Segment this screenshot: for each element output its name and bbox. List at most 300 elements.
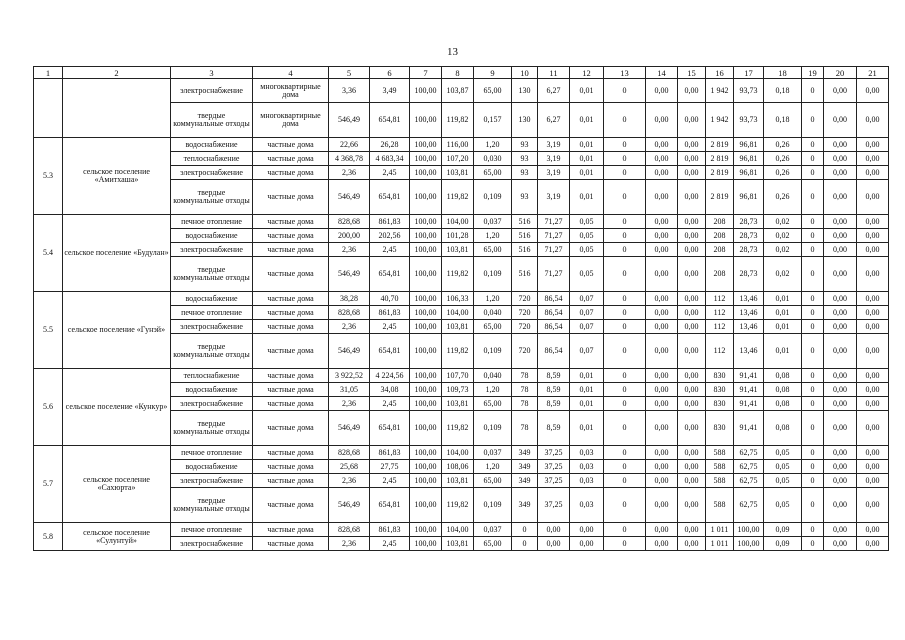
service-cell: электроснабжение [171, 166, 253, 180]
column-number-header: 6 [370, 67, 410, 79]
value-cell: 0,00 [678, 138, 706, 152]
value-cell: 2,45 [370, 397, 410, 411]
value-cell: 0 [604, 180, 646, 215]
value-cell: 109,73 [442, 383, 474, 397]
value-cell: 2 819 [706, 138, 734, 152]
value-cell: 654,81 [370, 180, 410, 215]
value-cell: 0 [802, 292, 824, 306]
value-cell: 0 [802, 334, 824, 369]
value-cell: 0 [604, 306, 646, 320]
value-cell: 0,03 [570, 488, 604, 523]
settlement-name [63, 79, 171, 138]
value-cell: 104,00 [442, 306, 474, 320]
value-cell: 0,07 [570, 320, 604, 334]
value-cell: 103,87 [442, 79, 474, 103]
column-number-header: 4 [253, 67, 329, 79]
value-cell: 0,00 [824, 79, 857, 103]
column-number-header: 17 [734, 67, 764, 79]
value-cell: 0,01 [764, 306, 802, 320]
value-cell: 100,00 [410, 537, 442, 551]
column-number-header: 10 [512, 67, 538, 79]
value-cell: 112 [706, 292, 734, 306]
value-cell: 8,59 [538, 397, 570, 411]
settlement-name: сельское поселение «Сахюрта» [63, 446, 171, 523]
column-number-header: 1 [34, 67, 63, 79]
value-cell: 1,20 [474, 460, 512, 474]
value-cell: 93,73 [734, 79, 764, 103]
value-cell: 65,00 [474, 79, 512, 103]
value-cell: 0 [604, 446, 646, 460]
value-cell: 0,00 [646, 243, 678, 257]
value-cell: 0,00 [824, 369, 857, 383]
value-cell: 0,00 [824, 138, 857, 152]
column-number-header: 8 [442, 67, 474, 79]
value-cell: 546,49 [329, 411, 370, 446]
value-cell: 40,70 [370, 292, 410, 306]
settlement-number: 5.5 [34, 292, 63, 369]
service-cell: электроснабжение [171, 397, 253, 411]
value-cell: 100,00 [410, 488, 442, 523]
value-cell: 100,00 [410, 411, 442, 446]
value-cell: 0 [802, 257, 824, 292]
column-number-header: 11 [538, 67, 570, 79]
value-cell: 349 [512, 446, 538, 460]
settlement-name: сельское поселение «Кункур» [63, 369, 171, 446]
value-cell: 588 [706, 474, 734, 488]
value-cell: 0 [604, 537, 646, 551]
value-cell: 828,68 [329, 446, 370, 460]
value-cell: 0,18 [764, 79, 802, 103]
value-cell: 720 [512, 320, 538, 334]
column-number-header: 5 [329, 67, 370, 79]
value-cell: 0,05 [570, 257, 604, 292]
value-cell: 0 [802, 537, 824, 551]
value-cell: 0,00 [824, 243, 857, 257]
value-cell: 100,00 [410, 215, 442, 229]
value-cell: 1 942 [706, 79, 734, 103]
value-cell: 0,00 [646, 488, 678, 523]
value-cell: 0,00 [857, 257, 889, 292]
value-cell: 516 [512, 257, 538, 292]
value-cell: 3,19 [538, 152, 570, 166]
value-cell: 0,00 [857, 411, 889, 446]
value-cell: 100,00 [410, 460, 442, 474]
value-cell: 0,00 [678, 215, 706, 229]
value-cell: 0,00 [857, 152, 889, 166]
value-cell: 0,00 [678, 474, 706, 488]
header-row [34, 67, 889, 79]
value-cell: 0,00 [857, 383, 889, 397]
value-cell: 2 819 [706, 152, 734, 166]
value-cell: 0,00 [646, 79, 678, 103]
settlement-number: 5.8 [34, 523, 63, 551]
value-cell: 28,73 [734, 215, 764, 229]
service-cell: электроснабжение [171, 79, 253, 103]
value-cell: 0 [604, 488, 646, 523]
service-cell: электроснабжение [171, 243, 253, 257]
value-cell: 0 [802, 306, 824, 320]
value-cell: 0,00 [824, 103, 857, 138]
tariff-table [33, 66, 889, 551]
settlement-name: сельское поселение «Гунэй» [63, 292, 171, 369]
housing-type-cell: частные дома [253, 334, 329, 369]
value-cell: 0 [802, 369, 824, 383]
value-cell: 0,01 [570, 180, 604, 215]
value-cell: 2,45 [370, 243, 410, 257]
housing-type-cell: частные дома [253, 306, 329, 320]
value-cell: 0,09 [764, 523, 802, 537]
value-cell: 0,00 [646, 397, 678, 411]
value-cell: 0,00 [646, 292, 678, 306]
value-cell: 100,00 [410, 243, 442, 257]
value-cell: 0,08 [764, 383, 802, 397]
value-cell: 0 [802, 320, 824, 334]
value-cell: 71,27 [538, 229, 570, 243]
value-cell: 106,33 [442, 292, 474, 306]
value-cell: 0,00 [646, 138, 678, 152]
value-cell: 0,00 [570, 523, 604, 537]
value-cell: 0 [604, 397, 646, 411]
value-cell: 112 [706, 334, 734, 369]
value-cell: 0,00 [646, 257, 678, 292]
value-cell: 0 [802, 166, 824, 180]
value-cell: 100,00 [410, 369, 442, 383]
value-cell: 861,83 [370, 306, 410, 320]
value-cell: 100,00 [410, 180, 442, 215]
value-cell: 100,00 [410, 138, 442, 152]
value-cell: 0,00 [678, 320, 706, 334]
value-cell: 4 224,56 [370, 369, 410, 383]
value-cell: 0 [604, 166, 646, 180]
value-cell: 0 [604, 320, 646, 334]
value-cell: 0 [604, 334, 646, 369]
housing-type-cell: частные дома [253, 523, 329, 537]
value-cell: 96,81 [734, 138, 764, 152]
value-cell: 0,157 [474, 103, 512, 138]
housing-type-cell: частные дома [253, 215, 329, 229]
value-cell: 0,07 [570, 334, 604, 369]
value-cell: 78 [512, 411, 538, 446]
value-cell: 2,45 [370, 320, 410, 334]
settlement-name: сельское поселение «Сулунтуй» [63, 523, 171, 551]
housing-type-cell: частные дома [253, 537, 329, 551]
value-cell: 830 [706, 411, 734, 446]
value-cell: 0,08 [764, 369, 802, 383]
value-cell: 101,28 [442, 229, 474, 243]
value-cell: 4 368,78 [329, 152, 370, 166]
value-cell: 0,00 [824, 180, 857, 215]
value-cell: 0 [512, 523, 538, 537]
value-cell: 0,02 [764, 229, 802, 243]
value-cell: 0 [802, 411, 824, 446]
value-cell: 96,81 [734, 180, 764, 215]
value-cell: 119,82 [442, 103, 474, 138]
value-cell: 3,19 [538, 180, 570, 215]
service-cell: твердые коммунальные отходы [171, 180, 253, 215]
settlement-number: 5.7 [34, 446, 63, 523]
column-number-header: 20 [824, 67, 857, 79]
housing-type-cell: частные дома [253, 369, 329, 383]
value-cell: 91,41 [734, 369, 764, 383]
value-cell: 3,49 [370, 79, 410, 103]
housing-type-cell: частные дома [253, 166, 329, 180]
value-cell: 100,00 [410, 474, 442, 488]
value-cell: 0,109 [474, 334, 512, 369]
value-cell: 0,01 [570, 369, 604, 383]
column-number-header: 14 [646, 67, 678, 79]
value-cell: 13,46 [734, 306, 764, 320]
value-cell: 28,73 [734, 229, 764, 243]
value-cell: 93 [512, 180, 538, 215]
value-cell: 0,00 [678, 243, 706, 257]
value-cell: 0,03 [570, 446, 604, 460]
value-cell: 0,00 [824, 474, 857, 488]
value-cell: 588 [706, 460, 734, 474]
value-cell: 91,41 [734, 411, 764, 446]
value-cell: 0 [604, 103, 646, 138]
value-cell: 93 [512, 166, 538, 180]
value-cell: 0,00 [857, 166, 889, 180]
value-cell: 720 [512, 292, 538, 306]
value-cell: 2 819 [706, 180, 734, 215]
value-cell: 0,26 [764, 166, 802, 180]
value-cell: 0 [604, 474, 646, 488]
value-cell: 0 [802, 180, 824, 215]
housing-type-cell: частные дома [253, 474, 329, 488]
value-cell: 2,45 [370, 537, 410, 551]
value-cell: 0 [802, 446, 824, 460]
value-cell: 65,00 [474, 537, 512, 551]
service-cell: теплоснабжение [171, 369, 253, 383]
service-cell: электроснабжение [171, 537, 253, 551]
value-cell: 0,030 [474, 152, 512, 166]
value-cell: 104,00 [442, 523, 474, 537]
value-cell: 78 [512, 383, 538, 397]
value-cell: 112 [706, 320, 734, 334]
value-cell: 0,00 [857, 537, 889, 551]
value-cell: 71,27 [538, 257, 570, 292]
value-cell: 1,20 [474, 292, 512, 306]
value-cell: 0 [802, 79, 824, 103]
value-cell: 8,59 [538, 369, 570, 383]
service-cell: печное отопление [171, 446, 253, 460]
column-number-header: 7 [410, 67, 442, 79]
value-cell: 830 [706, 397, 734, 411]
value-cell: 0,00 [824, 537, 857, 551]
housing-type-cell: частные дома [253, 460, 329, 474]
value-cell: 0 [802, 138, 824, 152]
value-cell: 103,81 [442, 397, 474, 411]
value-cell: 0,00 [857, 397, 889, 411]
value-cell: 0 [604, 243, 646, 257]
value-cell: 2 819 [706, 166, 734, 180]
value-cell: 208 [706, 229, 734, 243]
value-cell: 0,00 [570, 537, 604, 551]
value-cell: 0,08 [764, 397, 802, 411]
value-cell: 31,05 [329, 383, 370, 397]
value-cell: 516 [512, 229, 538, 243]
value-cell: 65,00 [474, 397, 512, 411]
table-row [34, 138, 889, 152]
value-cell: 103,81 [442, 537, 474, 551]
value-cell: 8,59 [538, 383, 570, 397]
value-cell: 0,05 [570, 229, 604, 243]
value-cell: 34,08 [370, 383, 410, 397]
value-cell: 0 [802, 229, 824, 243]
value-cell: 37,25 [538, 474, 570, 488]
value-cell: 828,68 [329, 523, 370, 537]
value-cell: 0,05 [570, 243, 604, 257]
value-cell: 0 [802, 460, 824, 474]
housing-type-cell: частные дома [253, 243, 329, 257]
value-cell: 86,54 [538, 320, 570, 334]
value-cell: 0,037 [474, 523, 512, 537]
value-cell: 861,83 [370, 446, 410, 460]
value-cell: 119,82 [442, 257, 474, 292]
column-number-header: 12 [570, 67, 604, 79]
service-cell: твердые коммунальные отходы [171, 411, 253, 446]
service-cell: твердые коммунальные отходы [171, 103, 253, 138]
value-cell: 8,59 [538, 411, 570, 446]
value-cell: 0,00 [678, 152, 706, 166]
value-cell: 100,00 [410, 103, 442, 138]
value-cell: 28,73 [734, 257, 764, 292]
value-cell: 0,00 [824, 320, 857, 334]
value-cell: 0 [802, 383, 824, 397]
value-cell: 27,75 [370, 460, 410, 474]
value-cell: 62,75 [734, 446, 764, 460]
value-cell: 0,00 [678, 537, 706, 551]
value-cell: 0,00 [857, 460, 889, 474]
value-cell: 546,49 [329, 180, 370, 215]
column-number-header: 9 [474, 67, 512, 79]
value-cell: 0,040 [474, 306, 512, 320]
value-cell: 0,01 [570, 411, 604, 446]
service-cell: электроснабжение [171, 474, 253, 488]
table-row [34, 215, 889, 229]
value-cell: 0,00 [646, 369, 678, 383]
value-cell: 0,01 [570, 383, 604, 397]
value-cell: 103,81 [442, 474, 474, 488]
value-cell: 71,27 [538, 243, 570, 257]
value-cell: 104,00 [442, 446, 474, 460]
value-cell: 588 [706, 488, 734, 523]
value-cell: 0,00 [646, 103, 678, 138]
value-cell: 104,00 [442, 215, 474, 229]
value-cell: 0,01 [764, 320, 802, 334]
value-cell: 0,00 [824, 523, 857, 537]
value-cell: 100,00 [410, 397, 442, 411]
value-cell: 830 [706, 369, 734, 383]
value-cell: 516 [512, 243, 538, 257]
value-cell: 654,81 [370, 488, 410, 523]
table-row [34, 292, 889, 306]
housing-type-cell: частные дома [253, 292, 329, 306]
value-cell: 37,25 [538, 488, 570, 523]
service-cell: водоснабжение [171, 138, 253, 152]
value-cell: 119,82 [442, 334, 474, 369]
value-cell: 0,00 [857, 320, 889, 334]
settlement-number: 5.4 [34, 215, 63, 292]
value-cell: 103,81 [442, 320, 474, 334]
value-cell: 0,00 [678, 383, 706, 397]
value-cell: 3,19 [538, 166, 570, 180]
value-cell: 861,83 [370, 215, 410, 229]
value-cell: 62,75 [734, 460, 764, 474]
value-cell: 78 [512, 397, 538, 411]
value-cell: 116,00 [442, 138, 474, 152]
value-cell: 0,00 [678, 306, 706, 320]
value-cell: 96,81 [734, 152, 764, 166]
value-cell: 0,109 [474, 257, 512, 292]
value-cell: 0 [802, 474, 824, 488]
service-cell: твердые коммунальные отходы [171, 257, 253, 292]
value-cell: 0,00 [857, 103, 889, 138]
value-cell: 0 [802, 488, 824, 523]
value-cell: 3,36 [329, 79, 370, 103]
service-cell: водоснабжение [171, 229, 253, 243]
value-cell: 86,54 [538, 292, 570, 306]
value-cell: 0,02 [764, 257, 802, 292]
service-cell: электроснабжение [171, 320, 253, 334]
housing-type-cell: частные дома [253, 320, 329, 334]
column-number-header: 19 [802, 67, 824, 79]
value-cell: 0,05 [764, 460, 802, 474]
value-cell: 0,00 [857, 488, 889, 523]
value-cell: 100,00 [410, 306, 442, 320]
value-cell: 0,00 [857, 523, 889, 537]
value-cell: 720 [512, 306, 538, 320]
value-cell: 0,00 [857, 229, 889, 243]
value-cell: 6,27 [538, 79, 570, 103]
value-cell: 93,73 [734, 103, 764, 138]
housing-type-cell: частные дома [253, 152, 329, 166]
value-cell: 100,00 [410, 383, 442, 397]
value-cell: 516 [512, 215, 538, 229]
value-cell: 0,109 [474, 411, 512, 446]
value-cell: 4 683,34 [370, 152, 410, 166]
value-cell: 100,00 [734, 537, 764, 551]
value-cell: 0,00 [824, 229, 857, 243]
value-cell: 1,20 [474, 138, 512, 152]
value-cell: 65,00 [474, 243, 512, 257]
value-cell: 0,08 [764, 411, 802, 446]
value-cell: 0,00 [538, 523, 570, 537]
value-cell: 65,00 [474, 166, 512, 180]
service-cell: теплоснабжение [171, 152, 253, 166]
value-cell: 2,36 [329, 243, 370, 257]
value-cell: 0,01 [570, 166, 604, 180]
value-cell: 0,03 [570, 460, 604, 474]
value-cell: 62,75 [734, 488, 764, 523]
value-cell: 0 [604, 257, 646, 292]
housing-type-cell: частные дома [253, 383, 329, 397]
value-cell: 0,00 [678, 103, 706, 138]
value-cell: 112 [706, 306, 734, 320]
value-cell: 208 [706, 243, 734, 257]
value-cell: 100,00 [410, 152, 442, 166]
value-cell: 0,01 [764, 292, 802, 306]
value-cell: 0,00 [646, 320, 678, 334]
value-cell: 0,00 [646, 152, 678, 166]
value-cell: 3,19 [538, 138, 570, 152]
value-cell: 0,037 [474, 215, 512, 229]
settlement-name: сельское поселение «Амитхаша» [63, 138, 171, 215]
value-cell: 546,49 [329, 103, 370, 138]
value-cell: 861,83 [370, 523, 410, 537]
service-cell: печное отопление [171, 306, 253, 320]
value-cell: 13,46 [734, 334, 764, 369]
